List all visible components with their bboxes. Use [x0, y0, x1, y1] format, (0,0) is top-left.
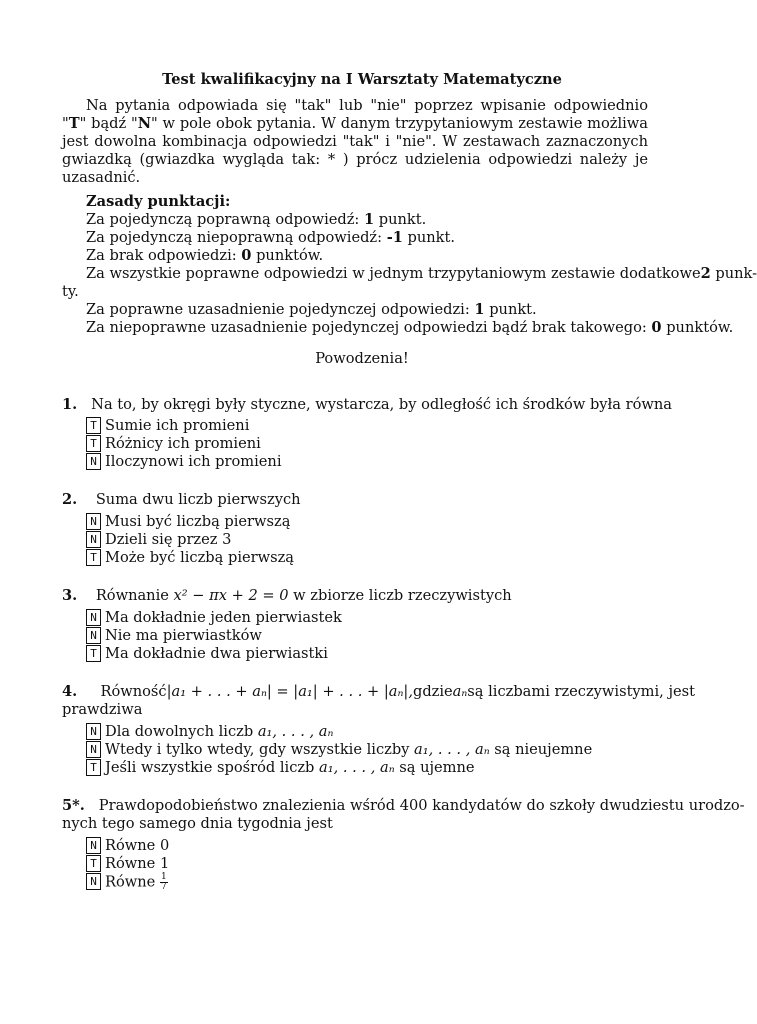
rule-4-continued: ty.	[62, 283, 79, 300]
q4-option-1: N Dla dowolnych liczb a₁, . . . , aₙ	[86, 723, 333, 741]
answer-box[interactable]: T	[86, 759, 101, 776]
answer-box[interactable]: T	[86, 435, 101, 452]
q5-option-1: N Równe 0	[86, 837, 169, 855]
answer-box[interactable]: N	[86, 627, 101, 644]
formula: |a₁ + . . . + aₙ| = |a₁| + . . . + |aₙ|,	[166, 683, 413, 700]
intro-t-letter: T	[68, 115, 80, 132]
rule-2: Za pojedynczą niepoprawną odpowiedź: -1 punkt.	[86, 229, 456, 246]
q3-option-1: N Ma dokładnie jeden pierwiastek	[86, 609, 342, 627]
answer-box[interactable]: T	[86, 417, 101, 434]
equation: x² − πx + 2 = 0	[173, 587, 289, 604]
answer-box[interactable]: N	[86, 531, 101, 548]
answer-box[interactable]: N	[86, 513, 101, 530]
q1-option-1: T Sumie ich promieni	[86, 417, 249, 435]
answer-box[interactable]: N	[86, 453, 101, 470]
question-2: 2. Suma dwu liczb pierwszych	[62, 491, 301, 508]
good-luck: Powodzenia!	[315, 350, 409, 367]
answer-box[interactable]: T	[86, 645, 101, 662]
question-1: 1. Na to, by okręgi były styczne, wystarcza, by odległość ich środków była równa	[62, 396, 672, 413]
q5-option-2: T Równe 1	[86, 855, 169, 873]
q2-option-1: N Musi być liczbą pierwszą	[86, 513, 290, 531]
question-5: 5*. Prawdopodobieństwo znalezienia wśród 400 kandydatów do szkoły dwudziestu urodzo-	[62, 797, 745, 814]
answer-box[interactable]: N	[86, 873, 101, 890]
intro-text-a: Na pytania odpowiada się "tak" lub "nie" poprzez wpisanie odpowiednio "	[62, 97, 648, 132]
q1-option-3: N Iloczynowi ich promieni	[86, 453, 282, 471]
intro-n-letter: N	[137, 115, 152, 132]
q5-option-3: N Równe $\frac{1}{7}$	[86, 873, 168, 892]
question-3: 3. Równanie x² − πx + 2 = 0 w zbiorze liczb rzeczywistych	[62, 587, 512, 604]
q2-option-3: T Może być liczbą pierwszą	[86, 549, 294, 567]
intro-text-c: " w pole obok pytania. W danym trzypytaniowym zestawie możliwa jest dowolna kombinacja odpowiedzi "tak" i "nie". W zestawach zaznaczonych gwiazdką (gwiazdka wygląda tak: * ) prócz udzielenia odpowiedzi należy je uzasadnić.	[62, 115, 648, 186]
q3-option-2: N Nie ma pierwiastków	[86, 627, 262, 645]
intro-paragraph	[62, 97, 648, 187]
rule-3: Za brak odpowiedzi: 0 punktów.	[86, 247, 324, 264]
q4-option-2: N Wtedy i tylko wtedy, gdy wszystkie liczby a₁, . . . , aₙ są nieujemne	[86, 741, 592, 759]
answer-box[interactable]: T	[86, 549, 101, 566]
q2-option-2: N Dzieli się przez 3	[86, 531, 231, 549]
question-5-continued: nych tego samego dnia tygodnia jest	[62, 815, 333, 832]
answer-box[interactable]: N	[86, 723, 101, 740]
rule-5: Za poprawne uzasadnienie pojedynczej odpowiedzi: 1 punkt.	[86, 301, 537, 318]
question-4-continued: prawdziwa	[62, 701, 143, 718]
intro-text-b: " bądź "	[79, 115, 138, 132]
answer-box[interactable]: T	[86, 855, 101, 872]
answer-box[interactable]: N	[86, 609, 101, 626]
q3-option-3: T Ma dokładnie dwa pierwiastki	[86, 645, 328, 663]
question-4: 4. Równość |a₁ + . . . + aₙ| = |a₁| + . . . + |aₙ|, gdzie aₙ są liczbami rzeczywistymi, jest	[62, 683, 695, 700]
fraction-one-seventh: $\frac{1}{7}$	[160, 872, 167, 892]
answer-box[interactable]: N	[86, 741, 101, 758]
rule-1: Za pojedynczą poprawną odpowiedź: 1 punkt.	[86, 211, 427, 228]
q4-option-3: T Jeśli wszystkie spośród liczb a₁, . . . , aₙ są ujemne	[86, 759, 475, 777]
rules-heading: Zasady punktacji:	[86, 193, 231, 210]
rule-6: Za niepoprawne uzasadnienie pojedynczej odpowiedzi bądź brak takowego: 0 punktów.	[86, 319, 734, 336]
document-title: Test kwalifikacyjny na I Warsztaty Matematyczne	[162, 71, 562, 88]
answer-box[interactable]: N	[86, 837, 101, 854]
q1-option-2: T Różnicy ich promieni	[86, 435, 261, 453]
rule-4: Za wszystkie poprawne odpowiedzi w jednym trzypytaniowym zestawie dodatkowe 2 punk-	[86, 265, 757, 282]
